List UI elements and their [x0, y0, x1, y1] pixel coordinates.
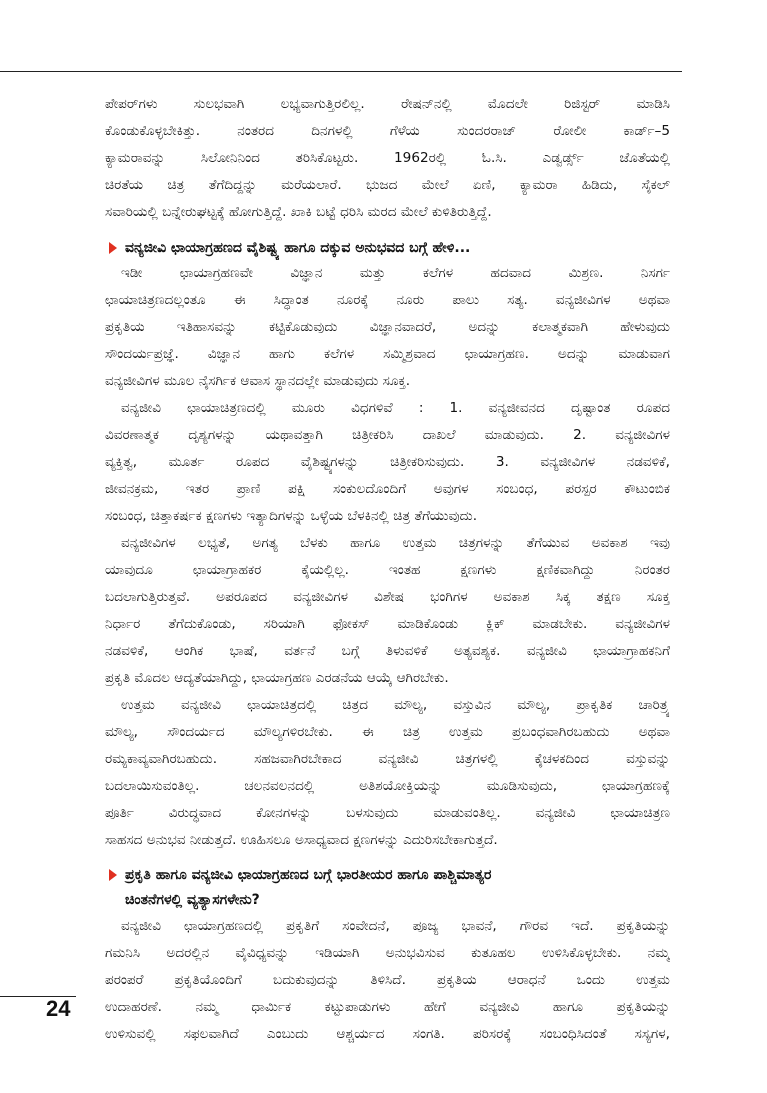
question-text: ವನ್ಯಜೀವಿ ಛಾಯಾಗ್ರಹಣದ ವೈಶಿಷ್ಟ್ಯ ಹಾಗೂ ದಕ್ಕುವ ಅನುಭವದ ಬಗ್ಗೆ ಹೇಳಿ... — [125, 240, 471, 256]
paragraph-line: ಸೌಂದರ್ಯಪ್ರಜ್ಞೆ. ವಿಜ್ಞಾನ ಹಾಗು ಕಲೆಗಳ ಸಮ್ಮಿಶ್ರವಾದ ಛಾಯಾಗ್ರಹಣ. ಅದನ್ನು ಮಾಡುವಾಗ — [105, 346, 670, 362]
paragraph-line: ಸಂಬಂಧ, ಚಿತ್ತಾಕರ್ಷಕ ಕ್ಷಣಗಳು ಇತ್ಯಾದಿಗಳನ್ನು ಒಳ್ಳೆಯ ಬೆಳಕಿನಲ್ಲಿ ಚಿತ್ರ ತೆಗೆಯುವುದು. — [105, 508, 478, 524]
question-text: ಪ್ರಕೃತಿ ಹಾಗೂ ವನ್ಯಜೀವಿ ಛಾಯಾಗ್ರಹಣದ ಬಗ್ಗೆ ಭಾರತೀಯರ ಹಾಗೂ ಪಾಶ್ಚಿಮಾತ್ಯರ — [125, 867, 492, 883]
paragraph-line: ವನ್ಯಜೀವಿಗಳ ಲಭ್ಯತೆ, ಅಗತ್ಯ ಬೆಳಕು ಹಾಗೂ ಉತ್ತಮ ಚಿತ್ರಗಳನ್ನು ತೆಗೆಯುವ ಅವಕಾಶ ಇವು — [121, 535, 670, 551]
paragraph-line: ವಿವರಣಾತ್ಮಕ ದೃಶ್ಯಗಳನ್ನು ಯಥಾವತ್ತಾಗಿ ಚಿತ್ರೀಕರಿಸಿ ದಾಖಲೆ ಮಾಡುವುದು. 2. ವನ್ಯಜೀವಿಗಳ — [105, 427, 670, 443]
page-number: 24 — [46, 996, 71, 1021]
paragraph-line: ಛಾಯಾಚಿತ್ರಣದಲ್ಲಂತೂ ಈ ಸಿದ್ಧಾಂತ ನೂರಕ್ಕೆ ನೂರು ಪಾಲು ಸತ್ಯ. ವನ್ಯಜೀವಿಗಳ ಅಥವಾ — [105, 292, 670, 308]
paragraph-line: ನಡವಳಿಕೆ, ಆಂಗಿಕ ಭಾಷೆ, ವರ್ತನೆ ಬಗ್ಗೆ ತಿಳುವಳಿಕೆ ಅತ್ಯವಶ್ಯಕ. ವನ್ಯಜೀವಿ ಛಾಯಾಗ್ರಾಹಕನಿಗೆ — [105, 643, 670, 659]
paragraph-line: ಕೊಂಡುಕೊಳ್ಳಬೇಕಿತ್ತು. ನಂತರದ ದಿನಗಳಲ್ಲಿ ಗೆಳೆಯ ಸುಂದರರಾಜ್ ರೋಲೀ ಕಾರ್ಡ್–5 — [105, 123, 670, 139]
paragraph-line: ಬದಲಾಯಿಸುವಂತಿಲ್ಲ. ಚಲನವಲನದಲ್ಲಿ ಅತಿಶಯೋಕ್ತಿಯನ್ನು ಮೂಡಿಸುವುದು, ಛಾಯಾಗ್ರಹಣಕ್ಕೆ — [105, 778, 670, 794]
paragraph-line: ಪ್ರಕೃತಿ ಮೊದಲ ಆದ್ಯತೆಯಾಗಿದ್ದು, ಛಾಯಾಗ್ರಹಣ ಎರಡನೆಯ ಆಯ್ಕೆ ಆಗಿರಬೇಕು. — [105, 670, 449, 686]
paragraph-line: ರಮ್ಯಕಾವ್ಯವಾಗಿರಬಹುದು. ಸಹಜವಾಗಿರಬೇಕಾದ ವನ್ಯಜೀವಿ ಚಿತ್ರಗಳಲ್ಲಿ ಕೈಚಳಕದಿಂದ ವಸ್ತುವನ್ನು — [105, 751, 670, 767]
paragraph-line: ಸವಾರಿಯಲ್ಲಿ ಬನ್ನೇರುಘಟ್ಟಕ್ಕೆ ಹೋಗುತ್ತಿದ್ದೆ. ಖಾಕಿ ಬಟ್ಟೆ ಧರಿಸಿ ಮರದ ಮೇಲೆ ಕುಳಿತಿರುತ್ತಿದ್ದೆ. — [105, 204, 492, 220]
paragraph-line: ಪೇಪರ್‌ಗಳು ಸುಲಭವಾಗಿ ಲಭ್ಯವಾಗುತ್ತಿರಲಿಲ್ಲ. ರೇಷನ್‌ನಲ್ಲಿ ಮೊದಲೇ ರಿಜಿಸ್ಟರ್ ಮಾಡಿಸಿ — [105, 96, 670, 112]
arrow-bullet-icon — [109, 869, 117, 881]
question-text-continued: ಚಿಂತನೆಗಳಲ್ಲಿ ವ್ಯತ್ಯಾಸಗಳೇನು? — [125, 892, 260, 908]
paragraph-line: ಉದಾಹರಣೆ. ನಮ್ಮ ಧಾರ್ಮಿಕ ಕಟ್ಟುಪಾಡುಗಳು ಹೇಗೆ ವನ್ಯಜೀವಿ ಹಾಗೂ ಪ್ರಕೃತಿಯನ್ನು — [105, 999, 670, 1015]
question-heading — [105, 863, 670, 887]
arrow-bullet-icon — [109, 242, 117, 254]
paragraph-line: ವನ್ಯಜೀವಿ ಛಾಯಾಗ್ರಹಣದಲ್ಲಿ ಪ್ರಕೃತಿಗೆ ಸಂವೇದನೆ, ಪೂಜ್ಯ ಭಾವನೆ, ಗೌರವ ಇದೆ. ಪ್ರಕೃತಿಯನ್ನು — [121, 918, 670, 934]
paragraph-line: ಪರಂಪರೆ ಪ್ರಕೃತಿಯೊಂದಿಗೆ ಬದುಕುವುದನ್ನು ತಿಳಿಸಿದೆ. ಪ್ರಕೃತಿಯ ಆರಾಧನೆ ಒಂದು ಉತ್ತಮ — [105, 972, 670, 988]
paragraph-line: ಪೂರ್ತಿ ವಿರುದ್ಧವಾದ ಕೋನಗಳನ್ನು ಬಳಸುವುದು ಮಾಡುವಂತಿಲ್ಲ. ವನ್ಯಜೀವಿ ಛಾಯಾಚಿತ್ರಣ — [105, 805, 670, 821]
paragraph-line: ಮೌಲ್ಯ, ಸೌಂದರ್ಯದ ಮೌಲ್ಯಗಳಿರಬೇಕು. ಈ ಚಿತ್ರ ಉತ್ತಮ ಪ್ರಬಂಧವಾಗಿರಬಹುದು ಅಥವಾ — [105, 724, 670, 740]
paragraph-line: ಕ್ಯಾಮರಾವನ್ನು ಸಿಲೋನಿನಿಂದ ತರಿಸಿಕೊಟ್ಟರು. 1962ರಲ್ಲಿ ಓ.ಸಿ. ಎಡ್ವರ್ಡ್ಸ್ ಜೊತೆಯಲ್ಲಿ — [105, 150, 670, 166]
question-heading — [105, 236, 670, 260]
paragraph-line: ಜೀವನಕ್ರಮ, ಇತರ ಪ್ರಾಣಿ ಪಕ್ಷಿ ಸಂಕುಲದೊಂದಿಗೆ ಅವುಗಳ ಸಂಬಂಧ, ಪರಸ್ಪರ ಕೌಟುಂಬಿಕ — [105, 481, 670, 497]
paragraph-line: ವ್ಯಕ್ತಿತ್ವ, ಮೂರ್ತ ರೂಪದ ವೈಶಿಷ್ಟ್ಯಗಳನ್ನು ಚಿತ್ರೀಕರಿಸುವುದು. 3. ವನ್ಯಜೀವಿಗಳ ನಡವಳಿಕೆ, — [105, 454, 670, 470]
paragraph-line: ನಿರ್ಧಾರ ತೆಗೆದುಕೊಂಡು, ಸರಿಯಾಗಿ ಫೋಕಸ್ ಮಾಡಿಕೊಂಡು ಕ್ಲಿಕ್ ಮಾಡಬೇಕು. ವನ್ಯಜೀವಿಗಳ — [105, 616, 670, 632]
paragraph-line: ಬದಲಾಗುತ್ತಿರುತ್ತವೆ. ಅಪರೂಪದ ವನ್ಯಜೀವಿಗಳ ವಿಶೇಷ ಭಂಗಿಗಳ ಅವಕಾಶ ಸಿಕ್ಕ ತಕ್ಷಣ ಸೂಕ್ತ — [105, 589, 670, 605]
paragraph-line: ಸಾಹಸದ ಅನುಭವ ನೀಡುತ್ತದೆ. ಊಹಿಸಲೂ ಅಸಾಧ್ಯವಾದ ಕ್ಷಣಗಳನ್ನು ಎದುರಿಸಬೇಕಾಗುತ್ತದೆ. — [105, 832, 498, 848]
paragraph-line: ಉಳಿಸುವಲ್ಲಿ ಸಫಲವಾಗಿದೆ ಎಂಬುದು ಆಶ್ಚರ್ಯದ ಸಂಗತಿ. ಪರಿಸರಕ್ಕೆ ಸಂಬಂಧಿಸಿದಂತೆ ಸಸ್ಯಗಳ, — [105, 1026, 670, 1042]
paragraph-line: ವನ್ಯಜೀವಿಗಳ ಮೂಲ ನೈಸರ್ಗಿಕ ಆವಾಸ ಸ್ಥಾನದಲ್ಲೇ ಮಾಡುವುದು ಸೂಕ್ತ. — [105, 373, 411, 389]
paragraph-line: ವನ್ಯಜೀವಿ ಛಾಯಾಚಿತ್ರಣದಲ್ಲಿ ಮೂರು ವಿಧಗಳಿವೆ : 1. ವನ್ಯಜೀವನದ ದೃಷ್ಟಾಂತ ರೂಪದ — [121, 400, 670, 416]
paragraph-line: ಗಮನಿಸಿ ಅದರಲ್ಲಿನ ವೈವಿಧ್ಯವನ್ನು ಇಡಿಯಾಗಿ ಅನುಭವಿಸುವ ಕುತೂಹಲ ಉಳಿಸಿಕೊಳ್ಳಬೇಕು. ನಮ್ಮ — [105, 945, 670, 961]
paragraph-line: ಪ್ರಕೃತಿಯ ಇತಿಹಾಸವನ್ನು ಕಟ್ಟಿಕೊಡುವುದು ವಿಜ್ಞಾನವಾದರೆ, ಅದನ್ನು ಕಲಾತ್ಮಕವಾಗಿ ಹೇಳುವುದು — [105, 319, 670, 335]
paragraph-line: ಉತ್ತಮ ವನ್ಯಜೀವಿ ಛಾಯಾಚಿತ್ರದಲ್ಲಿ ಚಿತ್ರದ ಮೌಲ್ಯ, ವಸ್ತುವಿನ ಮೌಲ್ಯ, ಪ್ರಾಕೃತಿಕ ಚಾರಿತ್ರ್ಯ — [121, 697, 670, 713]
paragraph-line: ಇಡೀ ಛಾಯಾಗ್ರಹಣವೇ ವಿಜ್ಞಾನ ಮತ್ತು ಕಲೆಗಳ ಹದವಾದ ಮಿಶ್ರಣ. ನಿಸರ್ಗ — [121, 265, 670, 281]
paragraph-line: ಚಿರತೆಯ ಚಿತ್ರ ತೆಗೆದಿದ್ದನ್ನು ಮರೆಯಲಾರೆ. ಭುಜದ ಮೇಲೆ ಏಣಿ, ಕ್ಯಾಮರಾ ಹಿಡಿದು, ಸೈಕಲ್ — [105, 177, 670, 193]
top-rule — [0, 71, 682, 72]
paragraph-line: ಯಾವುದೂ ಛಾಯಾಗ್ರಾಹಕರ ಕೈಯಲ್ಲಿಲ್ಲ. ಇಂತಹ ಕ್ಷಣಗಳು ಕ್ಷಣಿಕವಾಗಿದ್ದು ನಿರಂತರ — [105, 562, 670, 578]
